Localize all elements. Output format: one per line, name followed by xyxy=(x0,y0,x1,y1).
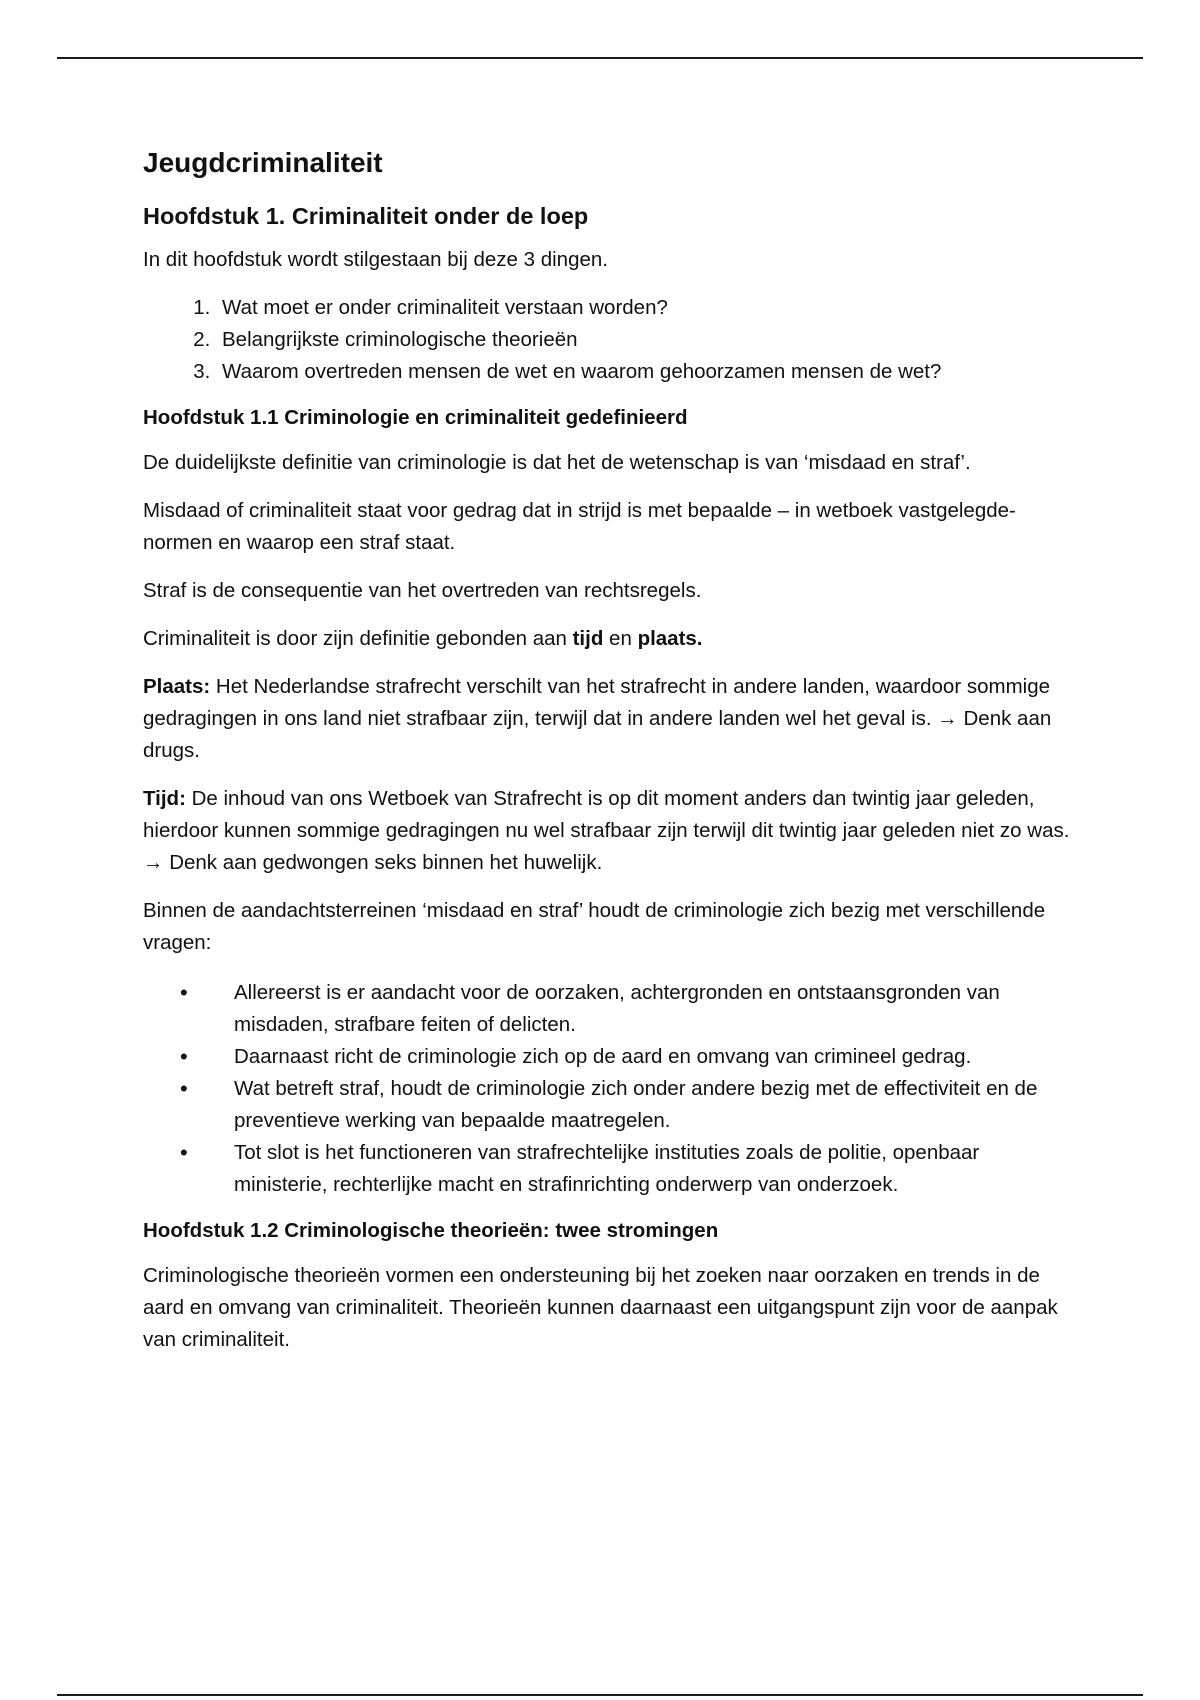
plaats-text: Het Nederlandse strafrecht verschilt van het strafrecht in andere landen, waardoor sommige gedragingen in ons land niet strafbaar zijn, terwijl dat in andere landen wel het geval is. → Denk aan drugs. xyxy=(143,675,1052,762)
tijd-label: Tijd: xyxy=(143,787,186,810)
paragraph: Binnen de aandachtsterreinen ‘misdaad en straf’ houdt de criminologie zich bezig met verschillende vragen: xyxy=(143,899,1046,954)
paragraph: Misdaad of criminaliteit staat voor gedrag dat in strijd is met bepaalde – in wetboek vastgelegde-normen en waarop een straf staat. xyxy=(143,499,1016,554)
chapter-list xyxy=(143,292,1073,388)
text-span: Criminaliteit is door zijn definitie gebonden aan xyxy=(143,627,573,650)
bold-term-plaats: plaats. xyxy=(637,627,703,650)
tijd-text: De inhoud van ons Wetboek van Strafrecht is op dit moment anders dan twintig jaar geleden, hierdoor kunnen sommige gedragingen nu wel strafbaar zijn terwijl dit twintig jaar geleden niet zo was. → Denk aan gedwongen seks binnen het huwelijk. xyxy=(143,787,1070,874)
paragraph-plaats xyxy=(143,671,1073,767)
bullet-item: • Tot slot is het functioneren van strafrechtelijke instituties zoals de politie, openbaar ministerie, rechterlijke macht en strafinrichting onderwerp van onderzoek. xyxy=(216,1137,1073,1201)
bold-term-tijd: tijd xyxy=(572,627,604,650)
paragraph: Criminologische theorieën vormen een ondersteuning bij het zoeken naar oorzaken en trends in de aard en omvang van criminaliteit. Theorieën kunnen daarnaast een uitgangspunt zijn voor de aanpak van criminaliteit. xyxy=(143,1264,1058,1351)
paragraph-tijd xyxy=(143,783,1073,879)
bullet-item: • Daarnaast richt de criminologie zich op de aard en omvang van crimineel gedrag. xyxy=(216,1041,1073,1073)
list-item: 3. Waarom overtreden mensen de wet en waarom gehoorzamen mensen de wet? xyxy=(216,356,1073,388)
chapter-heading: Hoofdstuk 1. Criminaliteit onder de loep xyxy=(143,203,589,229)
section-2-heading: Hoofdstuk 1.2 Criminologische theorieën: twee stromingen xyxy=(143,1219,719,1242)
plaats-label: Plaats: xyxy=(143,675,211,698)
bullet-item: • Wat betreft straf, houdt de criminologie zich onder andere bezig met de effectiviteit en de preventieve werking van bepaalde maatregelen. xyxy=(216,1073,1073,1137)
paragraph xyxy=(143,623,1073,655)
document-title: Jeugdcriminaliteit xyxy=(143,147,383,178)
list-item: 2. Belangrijkste criminologische theorieën xyxy=(216,324,1073,356)
bullet-item: • Allereerst is er aandacht voor de oorzaken, achtergronden en ontstaansgronden van misdaden, strafbare feiten of delicten. xyxy=(216,977,1073,1041)
header-rule xyxy=(57,57,1143,59)
list-item: 1. Wat moet er onder criminaliteit verstaan worden? xyxy=(216,292,1073,324)
chapter-intro: In dit hoofdstuk wordt stilgestaan bij deze 3 dingen. xyxy=(143,248,608,271)
section-1-heading: Hoofdstuk 1.1 Criminologie en criminaliteit gedefinieerd xyxy=(143,406,688,429)
paragraph: De duidelijkste definitie van criminologie is dat het de wetenschap is van ‘misdaad en straf’. xyxy=(143,451,971,474)
bullet-list xyxy=(143,977,1073,1201)
document-body xyxy=(143,145,1073,1372)
text-span: en xyxy=(603,627,638,650)
paragraph: Straf is de consequentie van het overtreden van rechtsregels. xyxy=(143,579,702,602)
footer-rule xyxy=(57,1694,1143,1696)
